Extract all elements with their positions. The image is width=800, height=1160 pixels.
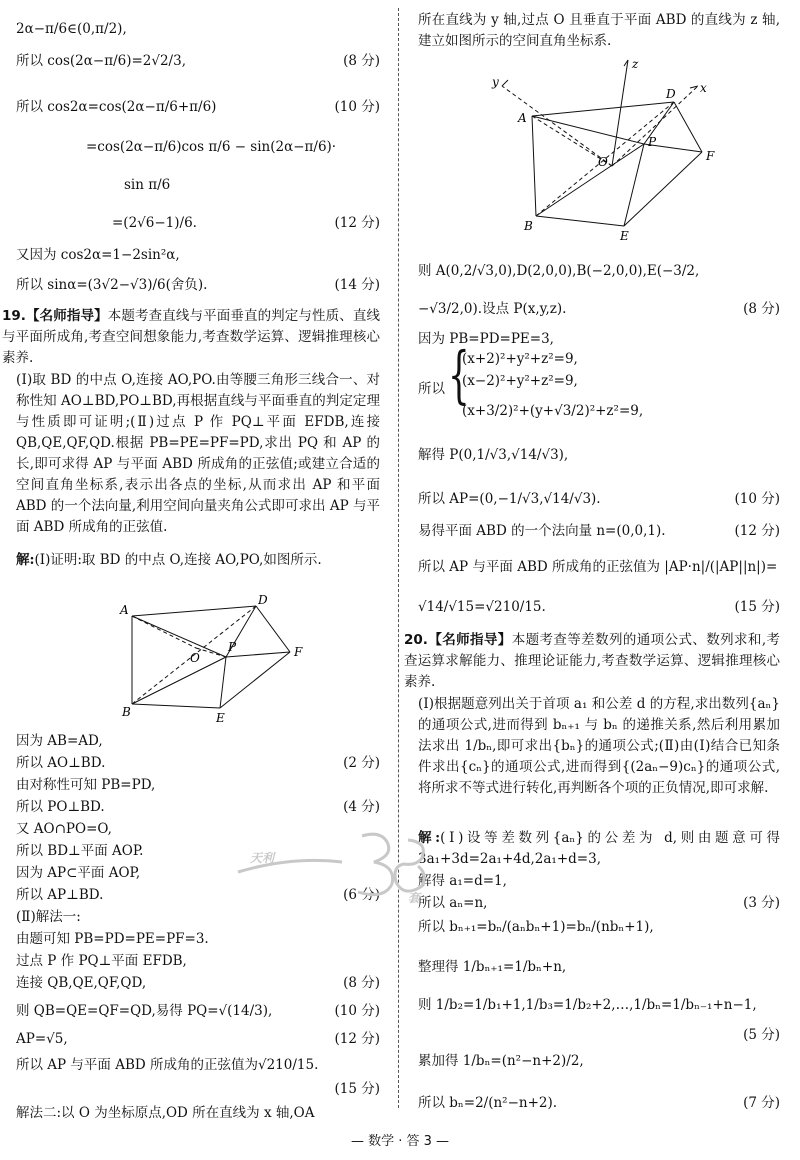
- score: (8 分): [743, 301, 780, 317]
- label-A: A: [518, 111, 527, 125]
- label-D: D: [666, 87, 676, 101]
- label-F: F: [706, 149, 715, 163]
- q20-guide-detail: (Ⅰ)根据题意列出关于首项 a₁ 和公差 d 的方程,求出数列{aₙ}的通项公式,进而得到 bₙ₊₁ 与 bₙ 的递推关系,然后利用累加法求出 1/bₙ,即可求出{bₙ}的通项公式;(Ⅱ)由(Ⅰ)结合已知条件求出{cₙ}的通项公式,进而得到{(2aₙ−9)cₙ}的通项公式,将所求不等式进行转化,再判断各个项的正负情况,即可求解.: [418, 696, 780, 796]
- score: (10 分): [334, 99, 380, 115]
- coord-intro: 所在直线为 y 轴,过点 O 且垂直于平面 ABD 的直线为 z 轴,建立如图所示的空间直角坐标系.: [418, 12, 780, 49]
- figure-pyramid-1: [112, 594, 322, 728]
- svg-text:天利: 天利: [250, 851, 275, 865]
- label-y: y: [492, 75, 499, 89]
- score: (7 分): [743, 1095, 780, 1111]
- label-P: P: [648, 135, 657, 149]
- score: (4 分): [343, 799, 380, 815]
- score: (12 分): [334, 215, 380, 231]
- score: (5 分): [743, 1027, 780, 1043]
- question-number: 19.: [2, 308, 26, 324]
- label-B: B: [122, 705, 131, 719]
- label-F: F: [294, 645, 303, 659]
- label-O: O: [598, 155, 608, 169]
- q19-guide: 19.【名师指导】本题考查直线与平面垂直的判定与性质、直线与平面所成角,考查空间想象能力,考查数学运算、逻辑推理核心素养.: [2, 308, 381, 366]
- score: (12 分): [334, 1031, 380, 1047]
- label-O: O: [190, 651, 200, 665]
- score: (8 分): [343, 53, 380, 69]
- label-D: D: [258, 594, 268, 607]
- watermark-logo: [232, 826, 432, 904]
- score: (3 分): [743, 895, 780, 911]
- score: (6 分): [343, 887, 380, 903]
- label-E: E: [620, 229, 629, 242]
- label-B: B: [524, 219, 533, 233]
- svg-text:套: 套: [408, 891, 421, 904]
- column-divider: [398, 8, 399, 1108]
- score: (14 分): [334, 277, 380, 293]
- label-E: E: [216, 711, 225, 725]
- score: (15 分): [734, 599, 780, 615]
- guide-heading: 【名师指导】: [25, 308, 108, 324]
- page-footer: — 数学 · 答 3 —: [350, 1134, 450, 1149]
- score: (10 分): [734, 491, 780, 507]
- score: (12 分): [734, 523, 780, 539]
- score: (15 分): [334, 1081, 380, 1097]
- score: (10 分): [334, 1003, 380, 1019]
- score: (2 分): [343, 755, 380, 771]
- figure-pyramid-2: [488, 56, 738, 242]
- system-brace: {: [448, 338, 470, 411]
- label-A: A: [120, 603, 129, 617]
- label-x: x: [700, 81, 707, 95]
- q19-solution: 解:(Ⅰ)证明:取 BD 的中点 O,连接 AO,PO,如图所示.: [16, 552, 322, 568]
- guide-heading: 【名师指导】: [427, 632, 512, 648]
- label-z: z: [632, 57, 639, 71]
- label-P: P: [228, 640, 237, 654]
- q19-guide-detail: (Ⅰ)取 BD 的中点 O,连接 AO,PO.由等腰三角形三线合一、对称性知 AO⊥BD,PO⊥BD,再根据直线与平面垂直的判定定理与性质即可证明;(Ⅱ)过点 P 作 PQ⊥平面 EFDB,连接 QB,QE,QF,QD.根据 PB=PE=PF=PD,求出 PQ 和 AP 的长,即可求得 AP 与平面 ABD 所成角的正弦值;或建立合适的空间直角坐标系,表示出各点的坐标,从而求出 AP 和平面 ABD 的一个法向量,利用空间向量夹角公式即可求出 AP 与平面 ABD 所成角的正弦值.: [16, 372, 380, 535]
- score: (8 分): [343, 975, 380, 991]
- q20-guide: 20.【名师指导】本题考查等差数列的通项公式、数列求和,考查运算求解能力、推理论证能力,考查数学运算、逻辑推理核心素养.: [404, 632, 781, 690]
- question-number: 20.: [404, 632, 428, 648]
- q20-solution: 解:(Ⅰ)设等差数列{aₙ}的公差为 d,则由题意可得 3a₁+3d=2a₁+4d,2a₁+d=3,: [418, 830, 780, 867]
